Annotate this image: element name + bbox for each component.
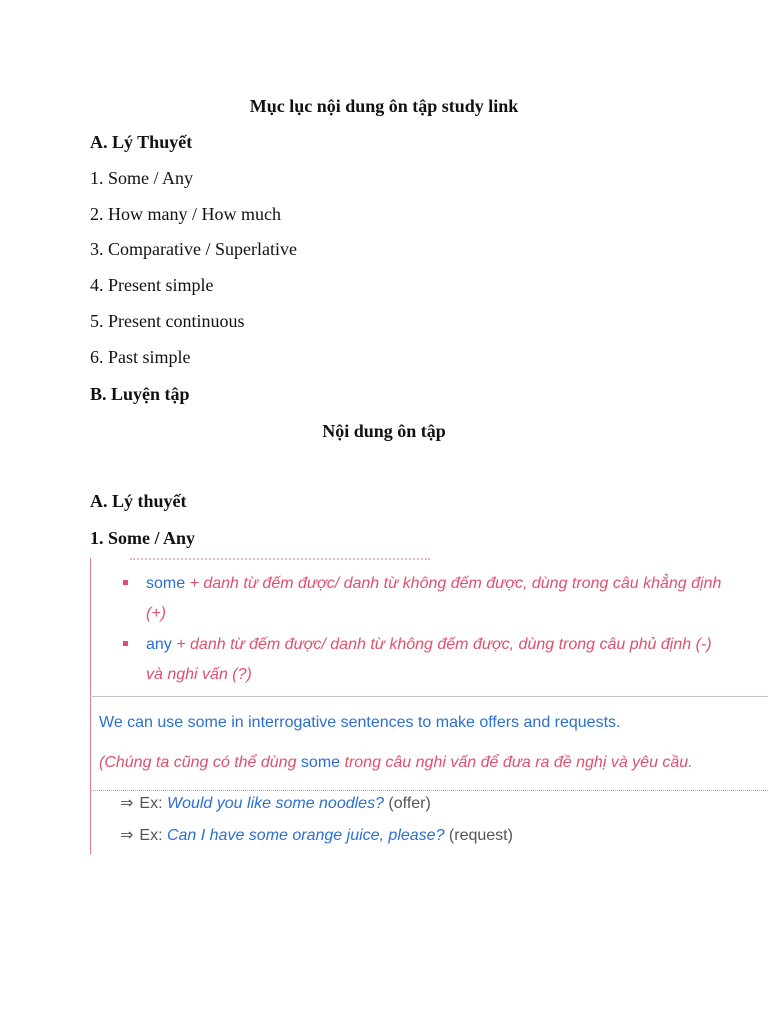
separator-2 bbox=[90, 790, 768, 791]
toc-item-6: 6. Past simple bbox=[90, 347, 191, 367]
bullet-1-marker bbox=[123, 580, 128, 585]
separator-1 bbox=[90, 696, 768, 697]
bullet-1-line-2: (+) bbox=[146, 605, 166, 622]
cut-off-top-line bbox=[130, 558, 430, 564]
toc-item-3: 3. Comparative / Superlative bbox=[90, 239, 297, 259]
toc-section-b: B. Luyện tập bbox=[90, 384, 190, 404]
rule-vietnamese: (Chúng ta cũng có thể dùng some trong câu nghi vấn để đưa ra đề nghị và yêu cầu. bbox=[99, 754, 693, 771]
rule-english: We can use some in interrogative sentences to make offers and requests. bbox=[99, 714, 621, 731]
toc-item-4: 4. Present simple bbox=[90, 275, 214, 295]
bullet-2-marker bbox=[123, 641, 128, 646]
toc-section-a: A. Lý Thuyết bbox=[90, 132, 193, 152]
toc-item-2: 2. How many / How much bbox=[90, 204, 281, 224]
bullet-1-line-1: some + danh từ đếm được/ danh từ không đếm được, dùng trong câu khẳng định bbox=[146, 575, 722, 592]
content-title: Nội dung ôn tập bbox=[322, 421, 446, 441]
content-section-a: A. Lý thuyết bbox=[90, 491, 187, 511]
left-border bbox=[90, 558, 91, 854]
bullet-2-line-2: và nghi vấn (?) bbox=[146, 666, 252, 683]
toc-title: Mục lục nội dung ôn tập study link bbox=[249, 96, 519, 116]
example-1: ⇒ Ex: Would you like some noodles? (offer) bbox=[120, 795, 431, 812]
some-any-excerpt-image bbox=[90, 558, 768, 854]
bullet-2-line-1: any + danh từ đếm được/ danh từ không đếm được, dùng trong câu phủ định (-) bbox=[146, 636, 712, 653]
toc-item-1: 1. Some / Any bbox=[90, 168, 194, 188]
example-2: ⇒ Ex: Can I have some orange juice, please? (request) bbox=[120, 827, 513, 844]
content-subsection-1: 1. Some / Any bbox=[90, 528, 196, 548]
toc-item-5: 5. Present continuous bbox=[90, 311, 245, 331]
